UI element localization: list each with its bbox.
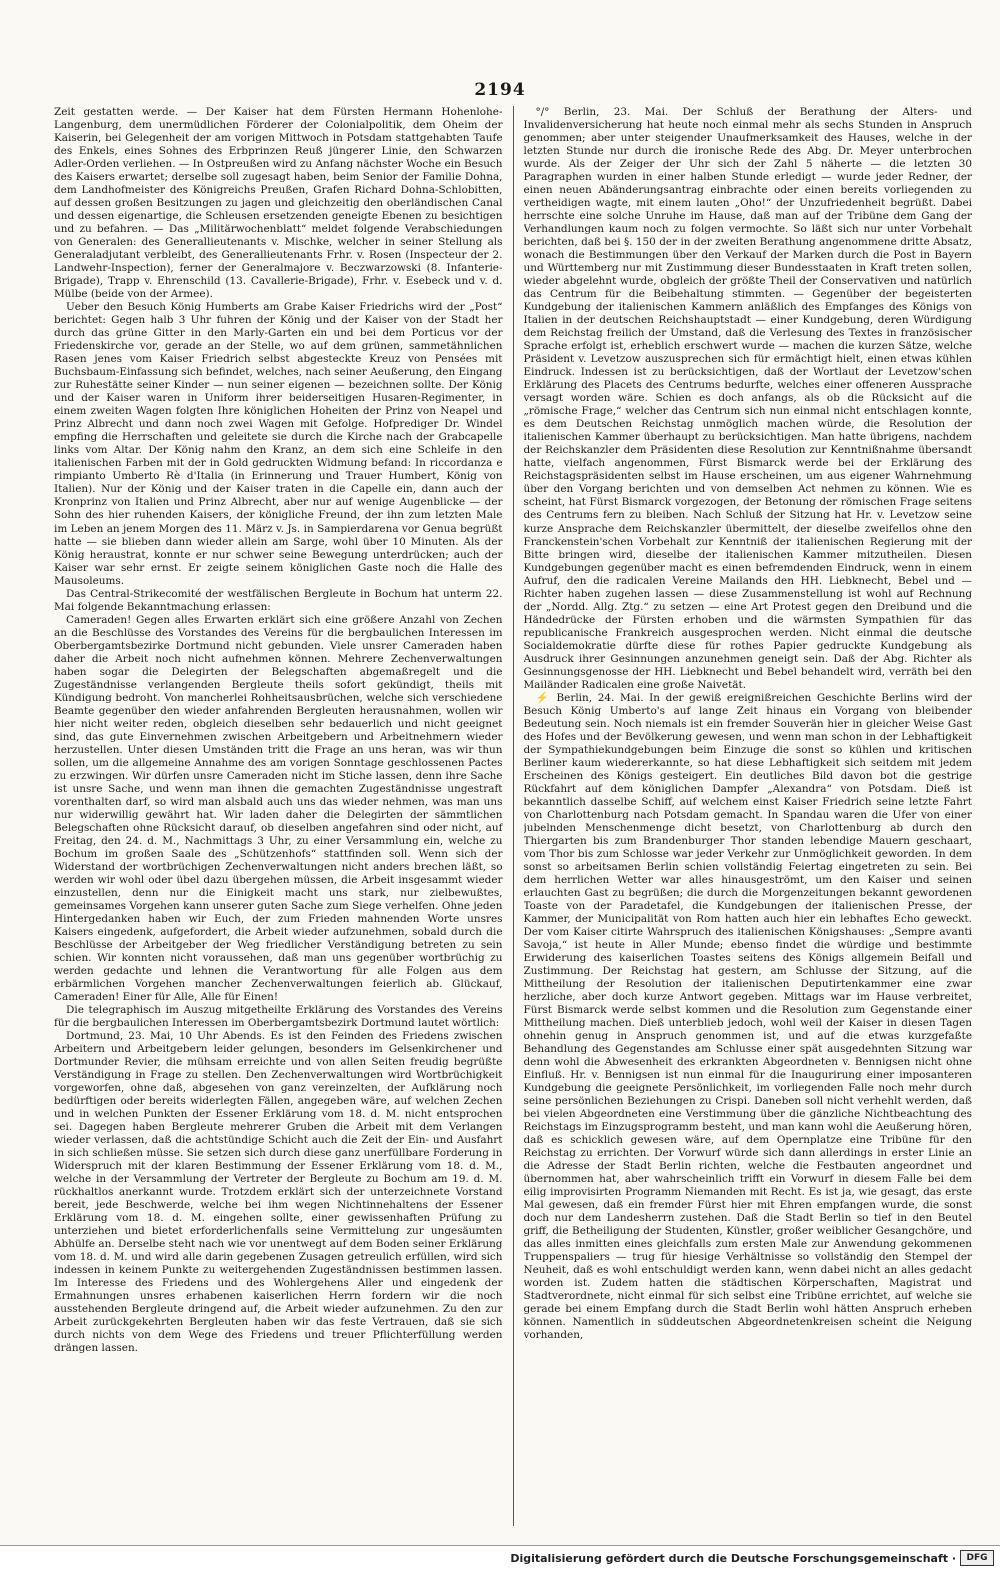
- article-paragraph: °/° Berlin, 23. Mai. Der Schluß der Berathung der Alters- und Invalidenversicherung hat heute noch einmal mehr als sechs Stunden in Anspruch genommen; aber unter steigender Unaufmerksamkeit des Hauses, welche in der letzten Stunde nur durch die ironische Rede des Abg. Dr. Meyer unterbrochen wurde. Als der Zeiger der Uhr sich der Zahl 5 näherte — die letzten 30 Paragraphen wurden in einer halben Stunde erledigt — wurde jeder Redner, der einen neuen Abänderungsantrag einbrachte oder einen bereits vorliegenden zu vertheidigen wagte, mit einem lauten „Oho!“ der Unzufriedenheit begrüßt. Dabei herrschte eine solche Unruhe im Hause, daß man auf der Tribüne dem Gang der Verhandlungen kaum noch zu folgen vermochte. So läßt sich nur unter Vorbehalt berichten, daß bei §. 150 der in der zweiten Berathung angenommene dritte Absatz, wonach die Bestimmungen über den Verkauf der Marken durch die Post in Bayern und Württemberg nur mit Zustimmung dieser Bundesstaaten in Kraft treten sollen, wieder abgelehnt wurde, obgleich der größte Theil der Conservativen und natürlich das Centrum für die Beibehaltung stimmten. — Gegenüber der begeisterten Kundgebung der italienischen Kammern anläßlich des Empfanges des Königs von Italien in der deutschen Reichshauptstadt — einer Kundgebung, deren Würdigung dem Reichstag freilich der Umstand, daß die Verlesung des Textes in französischer Sprache erfolgt ist, erheblich erschwert wurde — machen die kurzen Sätze, welche Präsident v. Levetzow auszusprechen sich für ermächtigt hielt, einen etwas kühlen Eindruck. Indessen ist zu berücksichtigen, daß der Wortlaut der Levetzow'schen Erklärung des Placets des Centrums bedurfte, welches einer offeneren Aussprache versagt worden wäre. Schien es doch anfangs, als ob die Rücksicht auf die „römische Frage,“ welcher das Centrum sich nun einmal nicht entschlagen konnte, es dem Deutschen Reichstag unmöglich machen würde, die Resolution der italienischen Kammer überhaupt zu berücksichtigen. Man hatte übrigens, nachdem der Reichskanzler dem Präsidenten diese Resolution zur Kenntnißnahme übersandt hatte, vielfach angenommen, Fürst Bismarck werde bei der Erklärung des Reichstagspräsidenten selbst im Hause erscheinen, um aus eigener Wahrnehmung über den Vorgang berichten und von demselben Act nehmen zu können. Wie es scheint, hat Fürst Bismarck vorgezogen, der Betonung der römischen Frage seitens des Centrums fern zu bleiben. Nach Schluß der Sitzung hat Hr. v. Levetzow seine kurze Ansprache dem Reichskanzler übermittelt, der dieselbe zweifellos ohne den Franckenstein'schen Vorbehalt zur Kenntniß der italienischen Regierung mit der Bitte bringen wird, dieselbe der italienischen Kammer mitzutheilen. Diesen Kundgebungen gegenüber macht es einen befremdenden Eindruck, wenn in einem Aufruf, den die radicalen Vereine Mailands den HH. Liebknecht, Bebel und — Richter haben zugehen lassen — diese Zusammenstellung ist wohl auf Rechnung der „Nordd. Allg. Ztg.“ zu setzen — eine Art Protest gegen den Dreibund und die Händedrücke der Fürsten erhoben und die wärmsten Sympathien für das republicanische Frankreich ausgesprochen werden. Nicht einmal die deutsche Socialdemokratie dürfte diese für rothes Papier gedruckte Kundgebung als Ausdruck ihrer Gesinnungen anzunehmen geneigt sein. Daß der Abg. Richter als Gesinnungsgenosse der HH. Liebknecht und Bebel behandelt wird, verräth bei den Mailänder Radicalen eine große Naivetät.: [523, 106, 972, 691]
- left-column: [54, 106, 503, 1526]
- text-columns: [54, 106, 972, 1526]
- article-paragraph: Zeit gestatten werde. — Der Kaiser hat dem Fürsten Hermann Hohenlohe-Langenburg, dem unermüdlichen Förderer der Colonialpolitik, dem Oheim der Kaiserin, bei Gelegenheit der am vorigen Mittwoch in Potsdam stattgehabten Taufe des Enkels, eines Sohnes des Erbprinzen Reuß jüngerer Linie, den Schwarzen Adler-Orden verliehen. — In Ostpreußen wird zu Anfang nächster Woche ein Besuch des Kaisers erwartet; derselbe soll zugesagt haben, beim Senior der Familie Dohna, dem Landhofmeister des Königreichs Preußen, Grafen Richard Dohna-Schlobitten, auf dessen großen Besitzungen zu jagen und gleichzeitig den oberländischen Canal und dessen eigenartige, die Schleusen ersetzenden geneigte Ebenen zu besichtigen und zu befahren. — Das „Militärwochenblatt“ meldet folgende Verabschiedungen von Generalen: des Generallieutenants v. Mischke, welcher in seiner Stellung als Generaladjutant verbleibt, des Generallieutenants Frhr. v. Rosen (Inspecteur der 2. Landwehr-Inspection), ferner der Generalmajore v. Beczwarzowski (8. Infanterie-Brigade), Trapp v. Ehrenschild (13. Cavallerie-Brigade), Frhr. v. Esebeck und v. d. Mülbe (beide von der Armee).: [54, 106, 503, 301]
- column-divider: [513, 106, 514, 1526]
- article-paragraph: Dortmund, 23. Mai, 10 Uhr Abends. Es ist den Feinden des Friedens zwischen Arbeitern und Arbeitgebern leider gelungen, besonders im Gelsenkirchener und Dortmunder Revier, die mühsam erreichte und von allen Seiten freudig begrüßte Verständigung in Frage zu stellen. Den Zechenverwaltungen wird Wortbrüchigkeit vorgeworfen, ohne daß, abgesehen von ganz vereinzelten, der Aufklärung noch bedürftigen oder bereits widerlegten Fällen, angegeben wäre, auf welchen Zechen und in welchen Punkten der Essener Erklärung vom 18. d. M. nicht entsprochen sei. Dagegen haben Bergleute mehrerer Gruben die Arbeit mit dem Verlangen wieder verlassen, daß die achtstündige Schicht auch die Zeit der Ein- und Ausfahrt in sich schließen müsse. Sie setzen sich durch diese ganz unerfüllbare Forderung in Widerspruch mit der klaren Bestimmung der Essener Erklärung vom 18. d. M., welche in der Versammlung der Vertreter der Bergleute zu Bochum am 19. d. M. rückhaltlos anerkannt wurde. Trotzdem erklärt sich der unterzeichnete Vorstand bereit, jede Beschwerde, welche bei ihm wegen Nichtinnehaltens der Essener Erklärung vom 18. d. M. eingehen sollte, einer gewissenhaften Prüfung zu unterziehen und bietet erforderlichenfalls seine Vermittelung zur ungesäumten Abhülfe an. Derselbe steht nach wie vor unentwegt auf dem Boden seiner Erklärung vom 18. d. M. und wird alle darin gegebenen Zusagen getreulich erfüllen, wird sich indessen in keinem Punkte zu weitergehenden Zugeständnissen bestimmen lassen. Im Interesse des Friedens und des Wohlergehens Aller und eingedenk der Ermahnungen unsres erhabenen kaiserlichen Herrn fordern wir die noch ausstehenden Bergleute dringend auf, die Arbeit wieder aufzunehmen. Zu den zur Arbeit zurückgekehrten Bergleuten haben wir das feste Vertrauen, daß sie sich durch nichts von dem Wege des Friedens und treuer Pflichterfüllung werden drängen lassen.: [54, 1030, 503, 1355]
- dfg-logo: DFG: [960, 1550, 994, 1566]
- article-paragraph: Ueber den Besuch König Humberts am Grabe Kaiser Friedrichs wird der „Post“ berichtet: Gegen halb 3 Uhr fuhren der König und der Kaiser von der Stadt her durch das grüne Gitter in den Marly-Garten ein und bei dem Porticus vor der Friedenskirche vor, gerade an der Stelle, wo auf dem grünen, sammetähnlichen Rasen jenes vom Kaiser Friedrich selbst abgesteckte Kreuz von Pensées mit Buchsbaum-Einfassung sich befindet, welches, nach seiner Aeußerung, den Eingang zur Ruhestätte seiner Kinder — nun seiner eigenen — bezeichnen sollte. Der König und der Kaiser waren in Uniform ihrer beiderseitigen Husaren-Regimenter, in einem zweiten Wagen folgten Ihre königlichen Hoheiten der Prinz von Neapel und Prinz Albrecht und dann noch zwei Wagen mit Gefolge. Hofprediger Dr. Windel empfing die Herrschaften und geleitete sie durch die Kirche nach der Grabcapelle links vom Altar. Der König nahm den Kranz, an dem sich eine Schleife in den italienischen Farben mit der in Gold gedruckten Widmung befand: In riccordanza e rimpianto Umberto Rè d'Italia (in Erinnerung und Trauer Humbert, König von Italien). Nur der König und der Kaiser traten in die Capelle ein, dann auch der Kronprinz von Italien und Prinz Albrecht, aber nur auf wenige Augenblicke — der Sohn des hier ruhenden Kaisers, der königliche Freund, der ihn zum letzten Male im Leben an jenem Morgen des 11. März v. Js. in Sampierdarena vor Genua begrüßt hatte — sie blieben dann wieder allein am Sarge, wohl über 10 Minuten. Als der König heraustrat, konnte er nur schwer seine Bewegung unterdrücken; auch der Kaiser war sehr ernst. Er zeigte seinem königlichen Gaste noch die Halle des Mausoleums.: [54, 301, 503, 587]
- page-number: 2194: [474, 80, 526, 100]
- footer-bar: [0, 1545, 1000, 1570]
- article-paragraph: Cameraden! Gegen alles Erwarten erklärt sich eine größere Anzahl von Zechen an die Beschlüsse des Vorstandes des Vereins für die bergbaulichen Interessen im Oberbergamtsbezirke Dortmund nicht gebunden. Viele unsrer Cameraden haben daher die Arbeit noch nicht aufnehmen können. Mehrere Zechenverwaltungen haben sogar die Delegirten der Belegschaften abgemaßregelt und die Zugeständnisse verlangenden Bergleute theils sofort gekündigt, theils mit Kündigung bedroht. Von mancherlei Rohheitsausbrüchen, welche sich verschiedene Beamte gegenüber den wieder anfahrenden Bergleuten herausnahmen, wollen wir hier nicht weiter reden, obgleich dieselben sehr bedauerlich und nicht geeignet sind, das gute Einvernehmen zwischen Arbeitgebern und Arbeitnehmern wieder herzustellen. Unter diesen Umständen tritt die Frage an uns heran, was wir thun sollen, um die allgemeine Annahme des am vorigen Sonntage geschlossenen Pactes zu erzwingen. Wir dürfen unsre Cameraden nicht im Stiche lassen, denn ihre Sache ist unsre Sache, und wenn man ihnen die gemachten Zugeständnisse ungestraft vorenthalten darf, so wird man alsbald auch uns das wieder nehmen, was man uns nur widerwillig gewährt hat. Wir laden daher die Delegirten der sämmtlichen Belegschaften ohne Rücksicht darauf, ob dieselben angefahren sind oder nicht, auf Freitag, den 24. d. M., Nachmittags 3 Uhr, zu einer Versammlung ein, welche zu Bochum im großen Saale des „Schützenhofs“ stattfinden soll. Wenn sich der Widerstand der wortbrüchigen Zechenverwaltungen nicht anders brechen läßt, so werden wir wohl oder übel dazu übergehen müssen, die Arbeit insgesammt wieder einzustellen, denn nur die Einigkeit macht uns stark, nur zielbewußtes, gemeinsames Vorgehen kann unserer guten Sache zum Siege verhelfen. Ohne jeden Hintergedanken haben wir Euch, der zum Frieden mahnenden Worte unsres Kaisers eingedenk, aufgefordert, die Arbeit wieder aufzunehmen, sobald durch die Beschlüsse der Arbeitgeber der Weg friedlicher Verständigung betreten zu sein schien. Wir konnten nicht voraussehen, daß man uns gegenüber wortbrüchig zu werden gedachte und lehnen die Verantwortung für alle Folgen aus dem erbärmlichen Vorgehen mancher Zechenverwaltungen feierlich ab. Glückauf, Cameraden! Einer für Alle, Alle für Einen!: [54, 613, 503, 1004]
- article-paragraph: ⚡ Berlin, 24. Mai. In der gewiß ereignißreichen Geschichte Berlins wird der Besuch König Umberto's auf lange Zeit hinaus ein Vorgang von bleibender Bedeutung sein. Noch niemals ist ein fremder Souverän hier in gleicher Weise Gast des Hofes und der Bevölkerung gewesen, und wenn man schon in der Lebhaftigkeit der Sympathiekundgebungen beim Einzuge die sonst so kühlen und kritischen Berliner kaum wiedererkannte, so hat diese Lebhaftigkeit sich seitdem mit jedem Erscheinen des Königs gesteigert. Ein deutliches Bild davon bot die gestrige Rückfahrt auf dem königlichen Dampfer „Alexandra“ von Potsdam. Dieß ist bekanntlich dasselbe Schiff, auf welchem einst Kaiser Friedrich seine letzte Fahrt von Charlottenburg nach Potsdam gemacht. In Spandau waren die Ufer von einer jubelnden Menschenmenge dicht besetzt, von Charlottenburg ab durch den Thiergarten bis zum Brandenburger Thor standen lebendige Mauern geschaart, vom Thor bis zum Schlosse war jeder Verkehr zur Unmöglichkeit geworden. In dem sonst so arbeitsamen Berlin schien vollständig Feiertag eingetreten zu sein. Bei dem herrlichen Wetter war alles hinausgeströmt, um den Kaiser und seinen erlauchten Gast zu begrüßen; die durch die Morgenzeitungen bekannt gewordenen Toaste von der Paradetafel, die Kundgebungen der italienischen Presse, der Kammer, der Municipalität von Rom hatten auch hier ein lebhaftes Echo geweckt. Der vom Kaiser citirte Wahrspruch des italienischen Königshauses: „Sempre avanti Savoja,“ ist heute in Aller Munde; ebenso findet die würdige und bestimmte Erwiderung des kaiserlichen Toastes seitens des Königs allgemein Beifall und Zustimmung. Der Reichstag hat gestern, am Schlusse der Sitzung, auf die Mittheilung der Resolution der italienischen Deputirtenkammer eine zwar herzliche, aber doch kurze Antwort gegeben. Mittags war im Hause verbreitet, Fürst Bismarck werde selbst kommen und die Resolution zum Gegenstande einer Mittheilung machen. Dieß unterblieb jedoch, wohl weil der Kaiser in diesen Tagen ohnehin genug in Anspruch genommen ist, und auf die etwas kurzgefaßte Behandlung des Gegenstandes am Schlusse einer spät ausgedehnten Sitzung war denn wohl die Abwesenheit des erkrankten Abgeordneten v. Bennigsen nicht ohne Einfluß. Hr. v. Bennigsen ist nun einmal für die Inaugurirung einer imposanteren Kundgebung die geeignete Persönlichkeit, im vorliegenden Falle noch mehr durch seine persönlichen Beziehungen zu Crispi. Daneben soll nicht verhehlt werden, daß bei vielen Abgeordneten eine Verstimmung über die gänzliche Nichtbeachtung des Reichstags im Einzugsprogramm besteht, und man kann wohl die Aeußerung hören, daß es schicklich gewesen wäre, auf dem Opernplatze eine Tribüne für den Reichstag zu errichten. Der Vorwurf würde sich dann allerdings in erster Linie an die Adresse der Stadt Berlin richten, welche die Festbauten angeordnet und übernommen hat, aber wahrscheinlich trifft ein Vorwurf in diesem Falle bei dem eilig improvisirten Programm Niemanden mit Recht. Es ist ja, wie gesagt, das erste Mal gewesen, daß ein fremder Fürst hier mit Ehren empfangen wurde, die sonst doch nur dem Landesherrn zustehen. Daß die Stadt Berlin so tief in den Beutel griff, die Betheiligung der Studenten, Künstler, großer weiblicher Gesangchöre, und das alles inmitten eines gleichfalls zum ersten Male zur Anwendung gekommenen Truppenspaliers — trug für hiesige Verhältnisse so vollständig den Stempel der Neuheit, daß es wohl entschuldigt werden kann, wenn dabei nicht an alles gedacht worden ist. Zudem hatten die städtischen Körperschaften, Magistrat und Stadtverordnete, nicht einmal für sich selbst eine Tribüne errichtet, auf welche sie gerade bei einem Empfang durch die Stadt Berlin wohl hätten Anspruch erheben können. Namentlich in süddeutschen Abgeordnetenkreisen scheint die Neigung vorhanden,: [523, 691, 972, 1342]
- article-paragraph: Das Central-Strikecomité der westfälischen Bergleute in Bochum hat unterm 22. Mai folgende Bekanntmachung erlassen:: [54, 587, 503, 613]
- right-column: [524, 106, 973, 1526]
- article-paragraph: Die telegraphisch im Auszug mitgetheilte Erklärung des Vorstandes des Vereins für die bergbaulichen Interessen im Oberbergamtsbezirk Dortmund lautet wörtlich:: [54, 1004, 503, 1030]
- digitization-credit: Digitalisierung gefördert durch die Deutsche Forschungsgemeinschaft ·: [510, 1552, 956, 1565]
